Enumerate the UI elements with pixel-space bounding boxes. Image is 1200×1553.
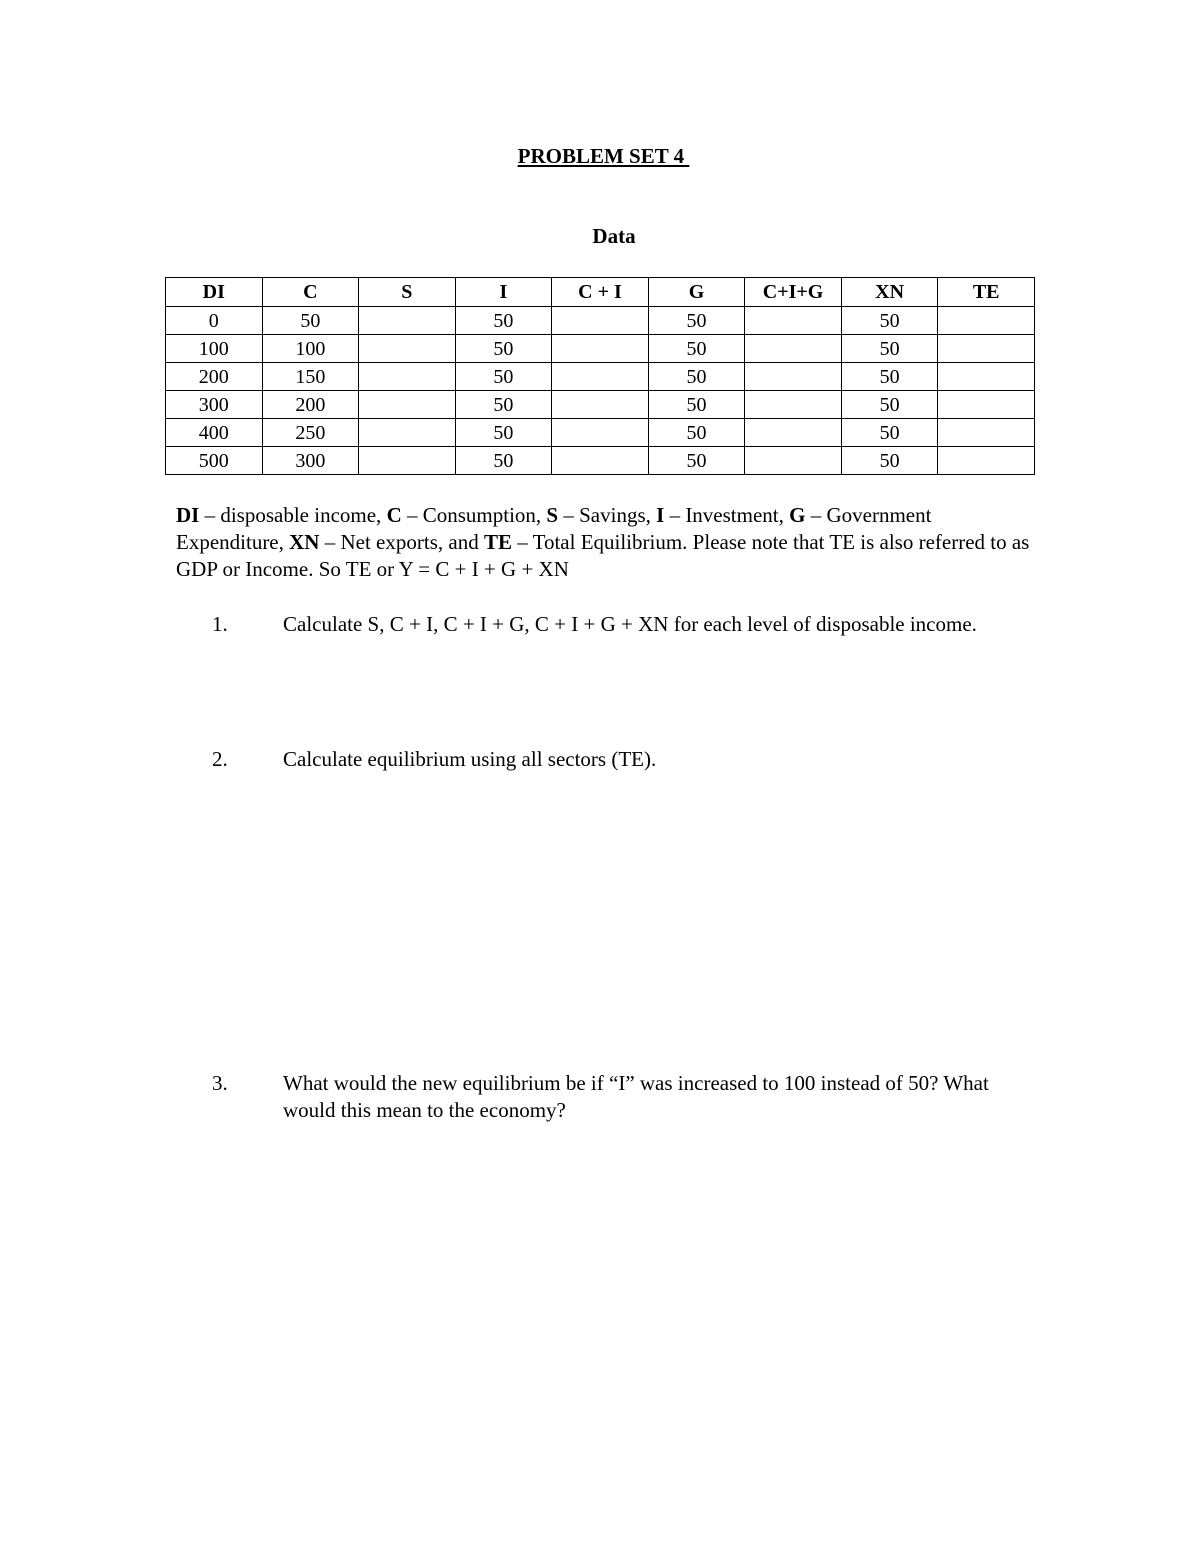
table-row: [166, 335, 1035, 363]
cell-i: 50: [455, 447, 552, 475]
question-number: 2.: [212, 747, 228, 771]
cell-te: [938, 391, 1035, 419]
cell-i: 50: [455, 335, 552, 363]
cell-c-plus-i: [552, 447, 649, 475]
cell-g: 50: [648, 363, 745, 391]
cell-c-plus-i: [552, 363, 649, 391]
table-body: [166, 307, 1035, 475]
table-header-row: [166, 278, 1035, 307]
legend-def-s: – Savings,: [558, 503, 657, 527]
legend-def-xn: – Net exports, and: [319, 530, 484, 554]
header-i: I: [455, 278, 552, 307]
table-row: [166, 307, 1035, 335]
legend-term-g: G: [789, 503, 806, 527]
header-te: TE: [938, 278, 1035, 307]
cell-i: 50: [455, 363, 552, 391]
cell-i: 50: [455, 419, 552, 447]
question-text: What would the new equilibrium be if “I” was increased to 100 instead of 50? What would this mean to the economy?: [283, 1071, 989, 1122]
cell-di: 200: [166, 363, 263, 391]
cell-xn: 50: [841, 419, 938, 447]
cell-c: 150: [262, 363, 359, 391]
cell-te: [938, 335, 1035, 363]
header-c: C: [262, 278, 359, 307]
cell-c-plus-i: [552, 335, 649, 363]
cell-di: 500: [166, 447, 263, 475]
cell-c: 50: [262, 307, 359, 335]
question-text: Calculate S, C + I, C + I + G, C + I + G + XN for each level of disposable income.: [283, 612, 977, 636]
cell-i: 50: [455, 391, 552, 419]
cell-te: [938, 419, 1035, 447]
cell-c: 200: [262, 391, 359, 419]
legend-term-c: C: [386, 503, 402, 527]
question-number: 1.: [212, 612, 228, 636]
table-row: [166, 447, 1035, 475]
legend-def-di: – disposable income,: [199, 503, 387, 527]
cell-g: 50: [648, 391, 745, 419]
cell-c-plus-i: [552, 307, 649, 335]
legend-term-i: I: [656, 503, 665, 527]
header-g: G: [648, 278, 745, 307]
cell-c-plus-i: [552, 419, 649, 447]
cell-c-plus-i-plus-g: [745, 419, 842, 447]
cell-xn: 50: [841, 363, 938, 391]
cell-di: 400: [166, 419, 263, 447]
legend-term-di: DI: [176, 503, 200, 527]
cell-c-plus-i-plus-g: [745, 307, 842, 335]
cell-g: 50: [648, 419, 745, 447]
header-xn: XN: [841, 278, 938, 307]
cell-g: 50: [648, 307, 745, 335]
cell-di: 0: [166, 307, 263, 335]
header-s: S: [359, 278, 456, 307]
legend-term-xn: XN: [289, 530, 320, 554]
cell-i: 50: [455, 307, 552, 335]
legend-paragraph: [176, 502, 1036, 583]
cell-di: 100: [166, 335, 263, 363]
cell-c: 100: [262, 335, 359, 363]
data-table: [165, 277, 1035, 475]
cell-c: 300: [262, 447, 359, 475]
cell-xn: 50: [841, 391, 938, 419]
cell-c-plus-i-plus-g: [745, 363, 842, 391]
cell-te: [938, 363, 1035, 391]
cell-g: 50: [648, 447, 745, 475]
cell-di: 300: [166, 391, 263, 419]
cell-te: [938, 447, 1035, 475]
cell-c-plus-i-plus-g: [745, 335, 842, 363]
cell-s: [359, 335, 456, 363]
page-title: PROBLEM SET 4: [517, 144, 690, 168]
legend-def-g: – Government Expenditure,: [176, 503, 932, 554]
legend-term-s: S: [546, 503, 559, 527]
header-c-plus-i: C + I: [552, 278, 649, 307]
cell-c-plus-i-plus-g: [745, 391, 842, 419]
legend-def-i: – Investment,: [664, 503, 790, 527]
cell-c-plus-i: [552, 391, 649, 419]
cell-s: [359, 447, 456, 475]
data-heading: Data: [592, 224, 636, 248]
cell-xn: 50: [841, 447, 938, 475]
cell-te: [938, 307, 1035, 335]
header-c-plus-i-plus-g: C+I+G: [745, 278, 842, 307]
cell-xn: 50: [841, 307, 938, 335]
legend-def-te: – Total Equilibrium. Please note that TE is also referred to as GDP or Income. So TE or Y = C + I + G + XN: [176, 530, 1030, 581]
cell-s: [359, 307, 456, 335]
question-text: Calculate equilibrium using all sectors (TE).: [283, 747, 657, 771]
cell-g: 50: [648, 335, 745, 363]
cell-s: [359, 363, 456, 391]
question-number: 3.: [212, 1071, 228, 1095]
cell-s: [359, 419, 456, 447]
header-di: DI: [166, 278, 263, 307]
cell-s: [359, 391, 456, 419]
cell-c-plus-i-plus-g: [745, 447, 842, 475]
table-row: [166, 419, 1035, 447]
legend-term-te: TE: [483, 530, 512, 554]
cell-xn: 50: [841, 335, 938, 363]
cell-c: 250: [262, 419, 359, 447]
legend-def-c: – Consumption,: [401, 503, 547, 527]
table-row: [166, 391, 1035, 419]
table-row: [166, 363, 1035, 391]
